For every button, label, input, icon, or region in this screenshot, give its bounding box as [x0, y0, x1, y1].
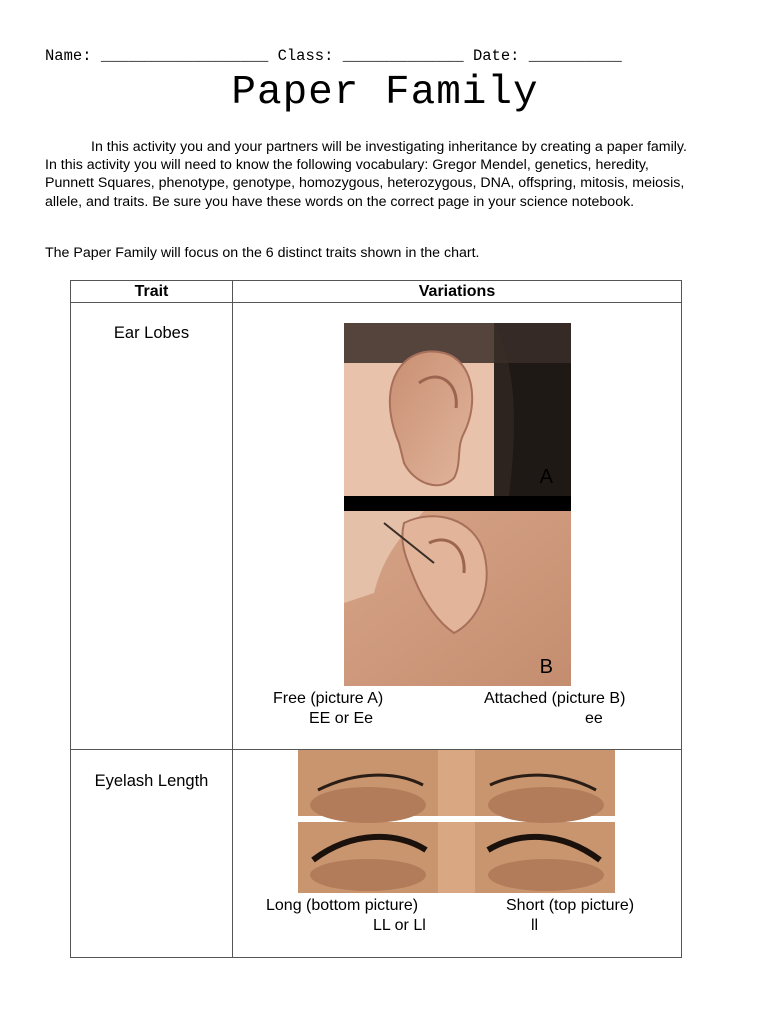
ear-illustration: [344, 323, 571, 686]
eyelash-photo: [298, 750, 615, 893]
table-row: [71, 303, 682, 750]
trait-name-ear-lobes: Ear Lobes: [113, 324, 190, 342]
header-variations: Variations: [233, 281, 682, 303]
date-blank: __________: [528, 47, 622, 65]
header-fields: [45, 47, 725, 65]
variations-cell: [233, 303, 682, 750]
free-genotype: EE or Ee: [309, 710, 374, 727]
variations-cell: [233, 750, 682, 958]
attached-phenotype: Attached (picture B): [484, 690, 626, 707]
traits-table: [70, 280, 682, 958]
free-phenotype: Free (picture A): [273, 690, 384, 707]
short-genotype: ll: [531, 917, 539, 934]
date-label: Date:: [472, 47, 520, 65]
intro-paragraph: In this activity you and your partners will be investigating inheritance by creating a paper family. In this activity you will need to know the following vocabulary: Gregor Mendel, genetics, heredity, Punnett Squares, phenotype, genotype, homozygous, heterozygous, DNA, offspring, mitosis, meiosis, allele, and traits. Be sure you have these words on the correct page in your science notebook.: [45, 139, 687, 210]
name-blank: __________________: [100, 47, 269, 65]
table-row: [71, 750, 682, 958]
eyelash-illustration: [298, 750, 615, 893]
header-trait: Trait: [71, 281, 233, 303]
name-label: Name:: [45, 47, 92, 65]
class-blank: _____________: [342, 47, 464, 65]
page-title: Paper Family: [231, 70, 539, 116]
photo-label-b: B: [539, 656, 553, 678]
ear-lobes-photo: [344, 323, 571, 686]
long-phenotype: Long (bottom picture): [266, 897, 419, 914]
focus-line: The Paper Family will focus on the 6 distinct traits shown in the chart.: [45, 245, 480, 261]
trait-name-eyelash-length: Eyelash Length: [94, 772, 209, 790]
table-header-row: [71, 281, 682, 303]
trait-cell: [71, 303, 233, 750]
attached-genotype: ee: [585, 710, 603, 727]
short-phenotype: Short (top picture): [506, 897, 635, 914]
trait-cell: [71, 750, 233, 958]
long-genotype: LL or Ll: [373, 917, 426, 934]
class-label: Class:: [277, 47, 334, 65]
photo-label-a: A: [539, 466, 553, 488]
